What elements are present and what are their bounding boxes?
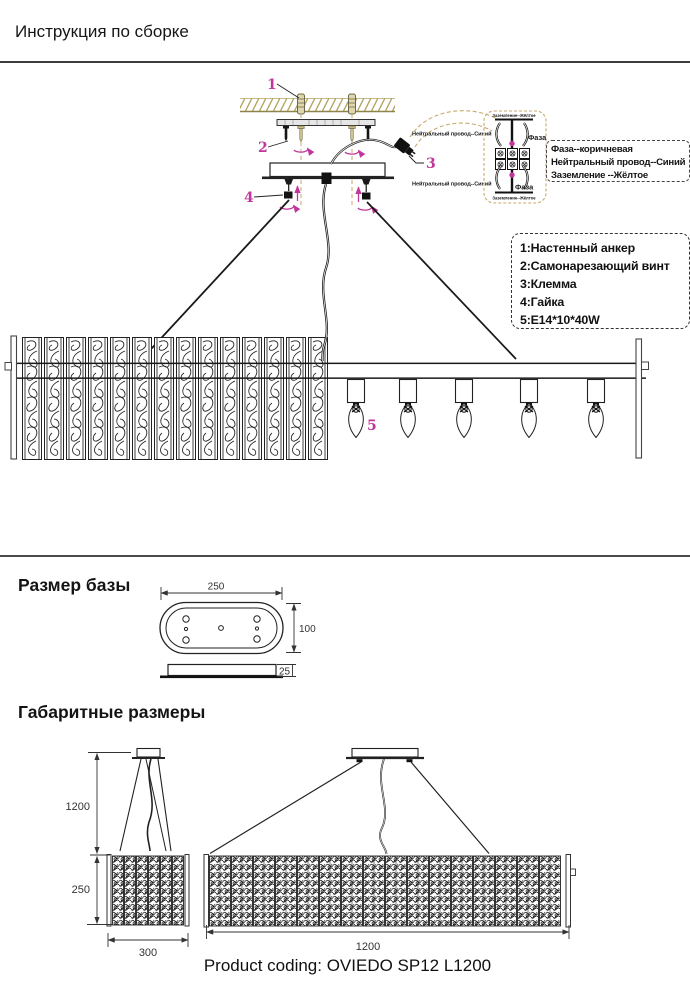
crystal-panel-row (23, 338, 328, 460)
dim-base-depth: 100 (299, 624, 316, 635)
self-tapping-screw (298, 126, 304, 142)
wall-anchor (349, 94, 356, 114)
dim-base-thickness: 25 (279, 666, 291, 678)
chandelier-frame (5, 336, 649, 460)
rotate-arrow (358, 206, 372, 210)
ground-label-bottom: Заземление--Жёлтое (492, 195, 536, 201)
page-title: Инструкция по сборке (15, 22, 189, 41)
nut (284, 192, 293, 199)
part-2: 2:Самонарезающий винт (520, 259, 670, 273)
overall-dimensions-title: Габаритные размеры (18, 702, 206, 722)
base-size-drawing (160, 582, 316, 679)
base-size-title: Размер базы (18, 575, 131, 595)
base-side-view (160, 665, 283, 679)
power-cord (322, 184, 328, 361)
parts-list (511, 233, 690, 329)
candle-bulb (400, 380, 417, 438)
nut (362, 193, 371, 200)
suspension-cable-left (140, 200, 289, 361)
self-tapping-screw (349, 126, 355, 142)
candle-bulb (521, 380, 538, 438)
side-view (107, 749, 189, 927)
part-3: 3:Клемма (520, 277, 577, 291)
callout-1: 1 (267, 77, 277, 93)
end-bar-left (11, 336, 17, 459)
ceiling-hatch (240, 98, 395, 112)
dim-drop: 1200 (65, 801, 90, 813)
callout-4: 4 (244, 190, 254, 206)
dim-length: 1200 (355, 941, 381, 953)
wall-anchor (298, 94, 305, 114)
callout-3: 3 (426, 156, 436, 172)
candle-bulb (456, 380, 473, 438)
legend-neutral: Нейтральный провод--Синий (551, 157, 686, 168)
ground-label-top: Заземление--Жёлтое (492, 113, 536, 118)
part-1: 1:Настенный анкер (520, 241, 635, 255)
phase-label-bottom: Фаза (515, 182, 534, 192)
candle-bulb (348, 380, 365, 438)
terminal-plug (394, 137, 418, 159)
legend-phase: Фаза--коричневая (551, 144, 633, 155)
overall-dimensions-drawing (66, 749, 576, 960)
divider-middle (0, 555, 690, 557)
part-5: 5:E14*10*40W (520, 313, 600, 327)
cord-grip (322, 173, 332, 185)
neutral-wire-label-bottom: Нейтральный провод--Синий (412, 181, 492, 188)
part-4: 4:Гайка (520, 295, 565, 309)
dim-body-height: 250 (71, 884, 90, 896)
product-coding: Product coding: OVIEDO SP12 L1200 (203, 956, 492, 975)
suspension-cable-right (367, 202, 516, 359)
end-bar-right (636, 339, 642, 458)
dim-base-width: 250 (207, 581, 225, 593)
canopy-base (262, 163, 394, 192)
callout-2: 2 (258, 140, 268, 156)
front-view (204, 749, 576, 928)
candle-bulb (588, 380, 605, 438)
dim-side-width: 300 (138, 947, 158, 959)
base-top-view (160, 603, 283, 654)
mounting-bracket (277, 120, 375, 142)
wire-color-legend (546, 140, 690, 182)
neutral-wire-label-top: Нейтральный провод--Синий (412, 131, 492, 138)
callout-5: 5 (367, 418, 377, 434)
phase-label-top: Фаза (528, 133, 547, 142)
legend-ground: Заземление --Жёлтое (551, 170, 648, 181)
guide-dashes (301, 114, 352, 208)
